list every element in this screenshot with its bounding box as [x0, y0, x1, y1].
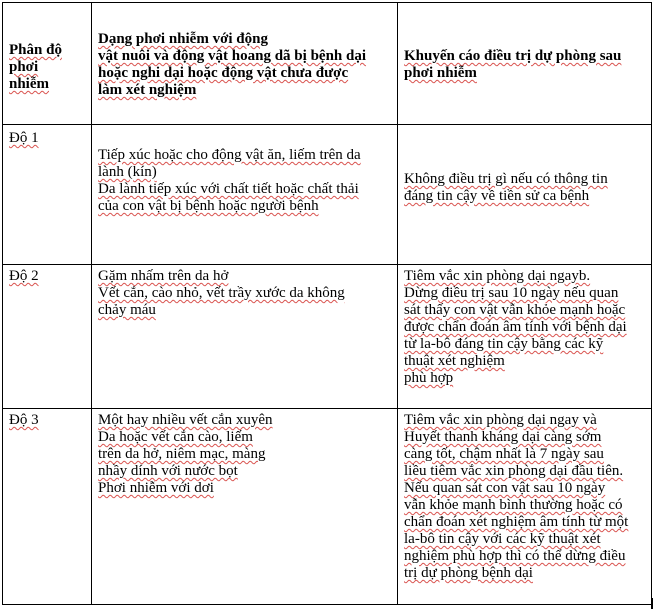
exposure-line: Phơi nhiễm với dơi [98, 480, 214, 496]
exposure-cell [92, 125, 398, 265]
recommendation-line: từ la-bô đáng tin cậy bằng các kỹ [404, 336, 604, 352]
recommendation-line: Tiêm vắc xin phòng dại ngay và [404, 412, 597, 428]
recommendation-line: đáng tin cậy về tiền sử ca bệnh [404, 188, 590, 204]
level-cell [3, 409, 92, 605]
exposure-line: trên da hở, niêm mạc, màng [98, 446, 266, 462]
recommendation-line: sát thấy con vật vẫn khỏe mạnh hoặc [404, 302, 626, 318]
header-level-line: Phân độ [9, 42, 62, 58]
recommendation-cell [398, 409, 652, 605]
exposure-line: Gặm nhấm trên da hở [98, 268, 229, 284]
exposure-line: Da hoặc vết cắn cào, liếm [98, 429, 253, 445]
level-cell [3, 125, 92, 265]
exposure-line: Một hay nhiều vết cắn xuyên [98, 412, 273, 428]
exposure-line: lành (kín) [98, 164, 157, 180]
header-type-line: làm xét nghiệm [98, 82, 197, 98]
exposure-line: của con vật bị bệnh hoặc người bệnh [98, 198, 319, 214]
recommendation-line: Tiêm vắc xin phòng dại ngayb. [404, 268, 591, 284]
header-type-line: hoặc nghi dại hoặc động vật chưa được [98, 65, 349, 81]
recommendation-line: chẩn đoán xét nghiệm âm tính từ một [404, 514, 629, 530]
recommendation-line: phù hợp [404, 370, 454, 386]
recommendation-line: thuật xét nghiệm [404, 353, 505, 369]
recommendation-line: trị dự phòng bệnh dại [404, 565, 533, 581]
exposure-line: nhầy dính với nước bọt [98, 463, 238, 479]
level-label: Độ 1 [9, 130, 39, 146]
table-row [3, 265, 652, 409]
recommendation-line: Huyết thanh kháng dại càng sớm [404, 429, 602, 445]
exposure-line: chảy máu [98, 302, 156, 318]
recommendation-line: vẫn khỏe mạnh bình thường hoặc có [404, 497, 623, 513]
recommendation-line: càng tốt, chậm nhất là 7 ngày sau [404, 446, 604, 462]
recommendation-line: được chẩn đoán âm tính với bệnh dại [404, 319, 627, 335]
exposure-cell [92, 265, 398, 409]
header-level-line: nhiễm [9, 76, 50, 92]
recommendation-line: liều tiêm vắc xin phòng dại đầu tiên. [404, 463, 624, 479]
rabies-exposure-table [2, 2, 652, 605]
level-label: Độ 2 [9, 268, 39, 284]
recommendation-line: la-bô tin cậy với các kỹ thuật xét [404, 531, 601, 547]
level-cell [3, 265, 92, 409]
header-level-line: phơi [9, 59, 39, 75]
recommendation-line: Dừng điều trị sau 10 ngày nếu quan [404, 285, 619, 301]
header-type-line: Dạng phơi nhiễm với động [98, 31, 268, 47]
header-rec-line: Khuyến cáo điều trị dự phòng sau [404, 48, 622, 64]
recommendation-cell [398, 265, 652, 409]
table-header-row [3, 3, 652, 125]
header-rec-line: phơi nhiễm [404, 65, 477, 81]
header-exposure-level [3, 3, 92, 125]
exposure-line: Vết cắn, cào nhỏ, vết trầy xước da không [98, 285, 345, 301]
table-row [3, 409, 652, 605]
header-exposure-type [92, 3, 398, 125]
level-label: Độ 3 [9, 412, 39, 428]
header-recommendation [398, 3, 652, 125]
recommendation-line: nghiệm phù hợp thì có thể dừng điều [404, 548, 626, 564]
recommendation-cell [398, 125, 652, 265]
header-type-line: vật nuôi và động vật hoang dã bị bệnh dại [98, 48, 367, 64]
recommendation-line: Không điều trị gì nếu có thông tin [404, 171, 608, 187]
exposure-cell [92, 409, 398, 605]
recommendation-line: Nếu quan sát con vật sau 10 ngày [404, 480, 606, 496]
exposure-line: Da lành tiếp xúc với chất tiết hoặc chất thải [98, 181, 359, 197]
table-row [3, 125, 652, 265]
exposure-line: Tiếp xúc hoặc cho động vật ăn, liếm trên da [98, 147, 361, 163]
